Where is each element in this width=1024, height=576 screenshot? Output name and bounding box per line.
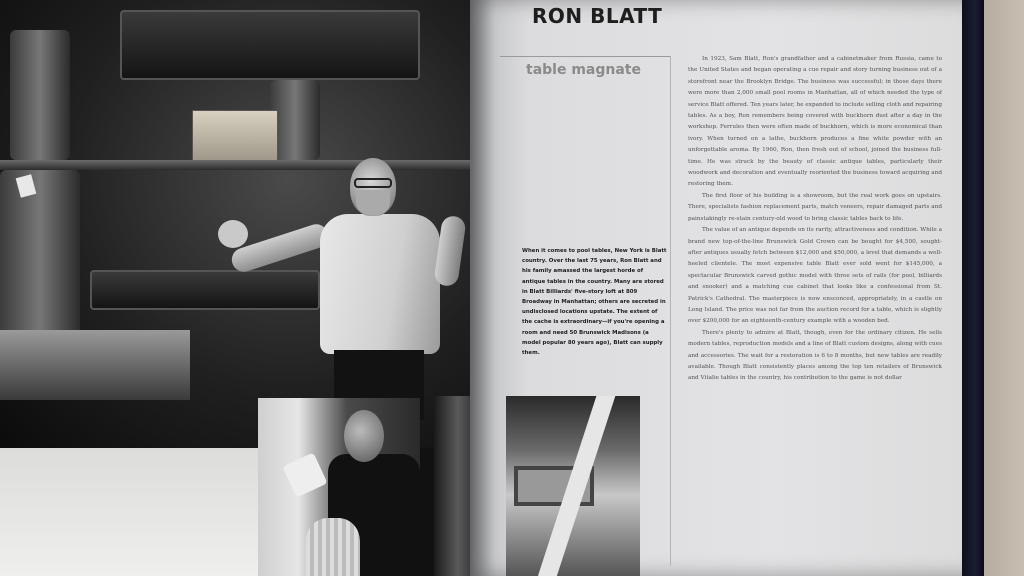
turned-wood-piece bbox=[306, 518, 360, 576]
divider bbox=[500, 56, 670, 57]
paragraph: There's plenty to admire at Blatt, though, even for the ordinary citizen. He sells modern tables, reproduction models and a line of Blatt custom designs, along with cues and accessories. The wait for a restoration is 6 to 8 months, but new tables are readily available. Though Blatt consistently places among the top ten retailers of Brunswick and Vitalie tables in the country, his contribution to the game is not dollar bbox=[688, 329, 942, 382]
slate-slab bbox=[0, 330, 190, 400]
beard bbox=[356, 190, 390, 216]
page-margin bbox=[0, 448, 258, 576]
glasses bbox=[354, 178, 392, 188]
paragraph: The value of an antique depends on its rarity, attractiveness and condition. While a brand new top-of-the-line Brunswick Gold Crown can be bought for $4,500, sought-after antiques usually fetch between $12,000 and $50,000, a level that demands a well-heeled clientele. The most expensive table Blatt ever sold went for $145,000, a spectacular Brunswick carved gothic model with three sets of rails (for pool, billiards and snooker) and a matching cue cabinet that looks like a confessional from St. Patrick's Cathedral. The masterpiece is now ensconced, appropriately, in a castle on Long Island. The price was not far from the auction record for a table, which is slightly over $200,000 for an eighteenth-century example with a wooden bed. bbox=[688, 227, 942, 325]
antique-table-top bbox=[120, 10, 420, 80]
left-page bbox=[0, 0, 482, 576]
table-leg bbox=[10, 30, 70, 160]
background-surface bbox=[984, 0, 1024, 576]
ron-blatt-figure bbox=[300, 150, 480, 410]
article-title: RON BLATT bbox=[532, 4, 663, 28]
drawer-cabinet bbox=[192, 110, 278, 166]
hand bbox=[218, 220, 248, 248]
pool-table-rail bbox=[90, 270, 320, 310]
workshop-photo bbox=[506, 396, 640, 576]
worker-head bbox=[344, 410, 384, 462]
divider bbox=[670, 56, 671, 566]
worker-photo bbox=[258, 398, 420, 576]
torso bbox=[320, 214, 440, 354]
paragraph: In 1923, Sam Blatt, Ron's grandfather and a cabinetmaker from Russia, came to the United States and began operating a cue repair and story turning business out of a storefront near the Brooklyn Bridge. The business was successful; in those days there were more than 2,000 small pool rooms in Manhattan, all of which needed the type of service Blatt offered. Ten years later, he expanded to include selling cloth and repairing tables. As a boy, Ron remembers being covered with buckhorn dust after a day in the workshop. Ferrules then were often made of buckhorn, which is more economical than ivory. When turned on a lathe, buckhorn produces a fine white powder with an unforgettable aroma. By 1960, Ron, then fresh out of school, joined the business full-time. He was struck by the beauty of classic antique tables, particularly their woodwork and decoration and eventually reoriented the business toward acquiring and restoring them. bbox=[688, 56, 942, 188]
right-page bbox=[470, 0, 970, 576]
main-photo bbox=[0, 0, 482, 448]
book-cover-edge bbox=[962, 0, 984, 576]
carved-table-leg bbox=[0, 170, 80, 350]
arm bbox=[433, 215, 467, 288]
mallet bbox=[282, 452, 327, 497]
paragraph: The first floor of his building is a showroom, but the real work goes on upstairs. There, specialists fashion replacement parts, match veneers, repair damaged parts and painstakingly re-stain century-old wood to bring classic tables back to life. bbox=[688, 192, 942, 222]
headline: table magnate bbox=[526, 62, 641, 78]
article-body bbox=[688, 54, 942, 385]
photo-caption: When it comes to pool tables, New York is Blatt country. Over the last 75 years, Ron Blatt and his family amassed the largest horde of antique tables in the country. Many are stored in Blatt Billiards' five-story loft at 809 Broadway in Manhattan; others are secreted in undisclosed locations upstate. The extent of the cache is extraordinary—if you're opening a room and need 50 Brunswick Madisons (a model popular 80 years ago), Blatt can supply them. bbox=[522, 248, 667, 357]
